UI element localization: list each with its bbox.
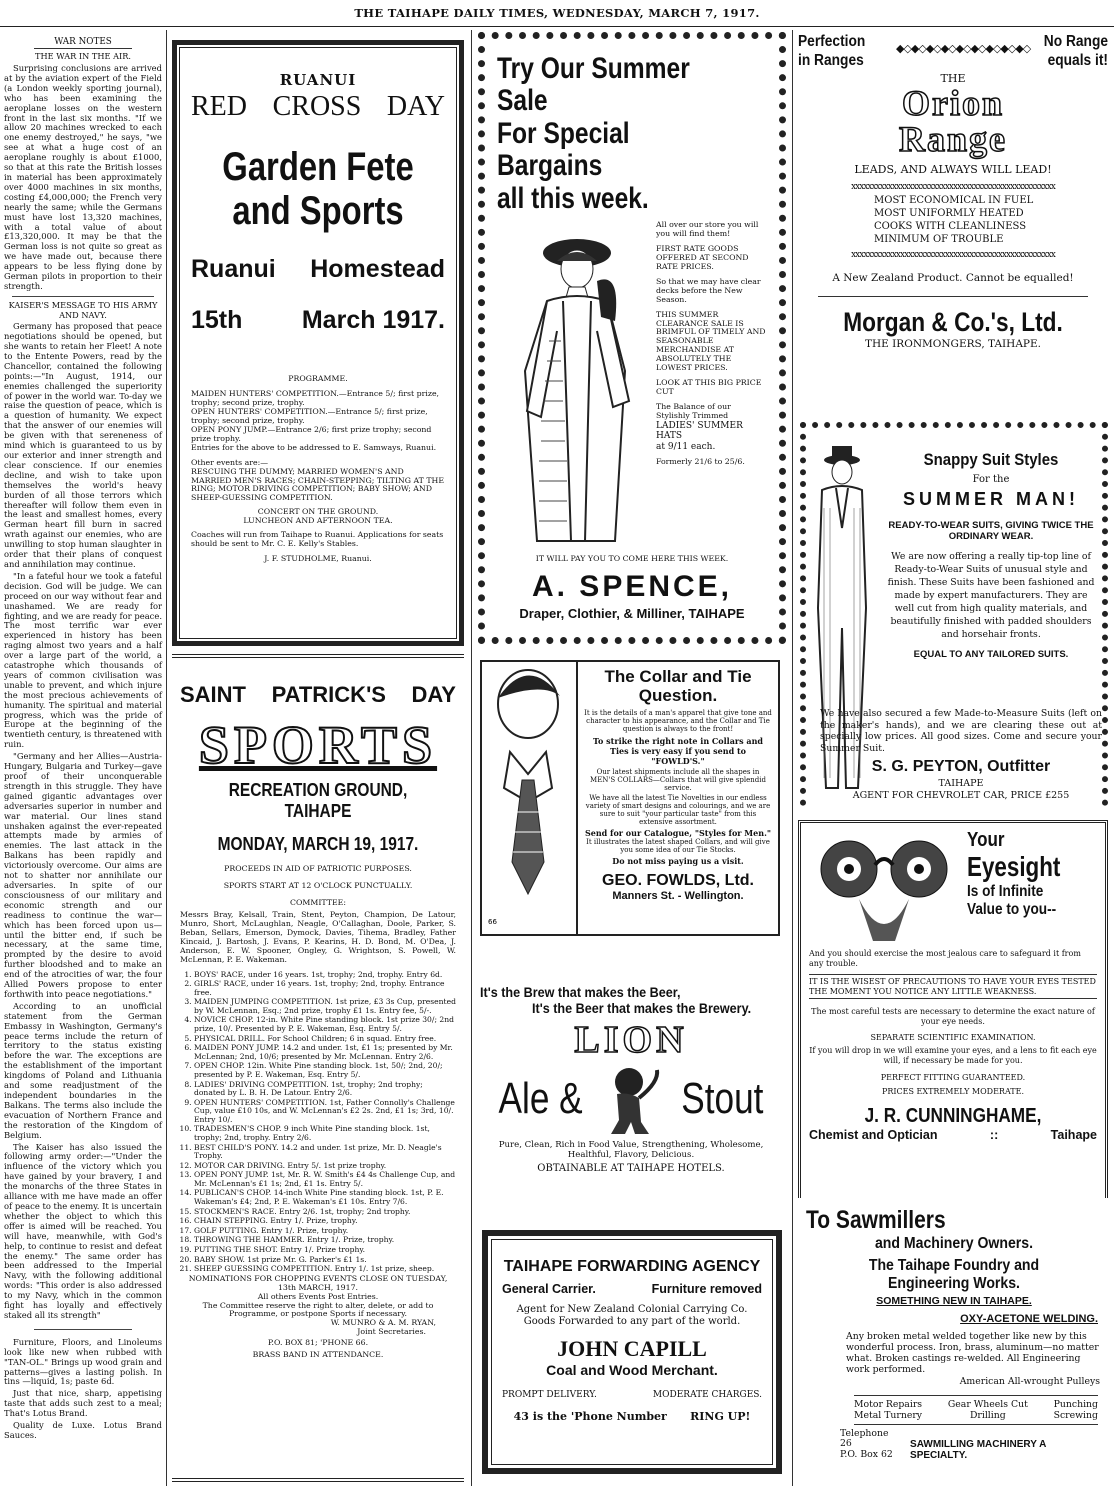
services-table xyxy=(854,1395,1098,1425)
morgan-trade: THE IRONMONGERS, TAIHAPE. xyxy=(865,338,1041,351)
chemist-label: Chemist and Optician xyxy=(809,1127,938,1142)
word: SAINT xyxy=(180,682,246,707)
war-paragraph: According to an unofficial statement from the German Embassy in Washington, Germany's peace terms include the return of territory to the status existing before the war. The exceptions are the establishment of the important kingdoms of Poland and Lithuania and some readjustment of the independent boundaries in the Balkans. The terms also include the evacuation of Northern France and the restoration of the Kingdom of Belgium. xyxy=(4,1000,162,1140)
eyes-paragraph: SEPARATE SCIENTIFIC EXAMINATION. xyxy=(870,1032,1036,1042)
sale-text: So that we may have clear decks before the New Season. xyxy=(656,276,761,304)
war-paragraph: Germany has proposed that peace negotiations should be opened, but she wants to retain her Fleet! A note to the Entente Powers, read by the Chancellor, contained the following points:—"In August, 1914, our enemies challenged the superiority of power in the world war. To-day we raise the question of peace, which is a question of humanity. We expect that the answer of our enemies will be given with that sereneness of mind which is guaranteed to us by our exterior and inner strength and clear conscience. If our enemies decline, and wish to take upon themselves the world's heavy burden of all those terrors which thereafter will follow them even in the least and smallest homes, every German heart fill burn in sacred wrath against our enemies, who are unwilling to stop human slaughter in order that their plans of conquest and annihilation may continue. xyxy=(4,321,162,569)
foundry-ad xyxy=(800,1204,1108,1482)
perfection-slogan: Perfection in Ranges xyxy=(798,33,866,70)
committee-members: Messrs Bray, Kelsall, Train, Stent, Peyton, Champion, De Latour, Munro, Short, McLaughlan, Neagle, O'Callaghan, Doole, Parker, S. Beban, Sellars, Emerson, Dymock, Davies, Tihema, Bradley, Father Kincaid, J. Bartosh, J. Evans, P. Kearins, H. D. Bond, M. O'Dea, J. Anderson, E. W. Spooner, Ongley, G. Wrightson, S. Powell, W. McLennan, P. E. Wakeman. xyxy=(180,909,456,964)
collar-heading: The Collar and Tie xyxy=(604,667,752,686)
word: Ruanui xyxy=(191,255,276,283)
separator: :: xyxy=(989,1127,999,1142)
spence-name: A. SPENCE, xyxy=(531,569,733,603)
pulleys: American All-wrought Pulleys xyxy=(959,1375,1100,1387)
fowlds-address: Manners St. - Wellington. xyxy=(612,889,744,902)
welding-description: Any broken metal welded together like new by this wonderful process. Iron, brass, aluminum—no matter what. Broken castings re-welded. All Engineering work performed. xyxy=(846,1331,1099,1376)
sports-event-item: 17. GOLF PUTTING. Entry 1/. Prize, trophy. xyxy=(194,1227,456,1236)
notice: Just that nice, sharp, appetising taste that adds such zest to a meal; That's Lotus Brand. xyxy=(4,1388,162,1419)
concert: CONCERT ON THE GROUND. xyxy=(257,507,379,517)
sports-event-item: 3. MAIDEN JUMPING COMPETITION. 1st prize, £3 3s Cup, presented by W. McLennan, Esq.; 2nd prize, trophy £1 1s. Entry fee, 5/-. xyxy=(194,998,456,1015)
orion-range-ad xyxy=(798,32,1108,410)
eyes-paragraph: If you will drop in we will examine your eyes, and a lens to fit each eye will, if necessary be made for you. xyxy=(809,1046,1097,1065)
sports-events xyxy=(194,971,456,1274)
stout-word: Stout xyxy=(681,1074,764,1123)
other-events-label: Other events are:— xyxy=(191,457,269,467)
sale-text: All over our store you will you will find them! xyxy=(656,219,759,238)
fowlds-name: GEO. FOWLDS, Ltd. xyxy=(602,871,754,889)
delivery-row xyxy=(502,1390,762,1400)
brass-band: BRASS BAND IN ATTENDANCE. xyxy=(252,1350,384,1360)
ready-to-wear: READY-TO-WEAR SUITS, GIVING TWICE THE ORDINARY WEAR. xyxy=(888,520,1094,542)
feature: MOST ECONOMICAL IN FUEL xyxy=(874,195,1034,207)
sports-event-item: 19. PUTTING THE SHOT. Entry 1/. Prize trophy. xyxy=(194,1246,456,1255)
nominations: NOMINATIONS FOR CHOPPING EVENTS CLOSE ON TUESDAY, 13th MARCH, 1917. xyxy=(188,1273,448,1292)
sports-event-item: 9. OPEN HUNTERS' COMPETITION. 1st, Father Connolly's Challenge Cup, value £10 10s, and W. McLennan's £2 2s. 2nd, £1 1s; 3rd, 10/. Entry 10/. xyxy=(194,1099,456,1125)
heading-line: Value to you-- xyxy=(967,900,1057,918)
lady-in-coat-illustration xyxy=(497,221,652,551)
services-row xyxy=(854,1410,1098,1421)
sale-heading: all this week. xyxy=(497,181,649,215)
snappy-heading: Snappy Suit Styles xyxy=(923,450,1059,469)
no-range-slogan: No Range equals it! xyxy=(1043,33,1108,70)
word: DAY xyxy=(411,682,456,707)
word: 15th xyxy=(191,306,243,334)
collar-highlight: To strike the right note in Collars and Ties is very easy if you send to "FOWLD'S." xyxy=(593,735,763,766)
collar-paragraph: We have all the latest Tie Novelties in our endless variety of smart designs and colourings, and we are sure to suit "your particular taste" from this extensive assortment. xyxy=(585,793,771,826)
venue-heading xyxy=(191,255,445,284)
column-rule xyxy=(471,30,472,1486)
ale-word: Ale & xyxy=(498,1074,583,1123)
capill-trade: Coal and Wood Merchant. xyxy=(546,1362,718,1378)
post-entries: All others Events Post Entries. xyxy=(257,1291,379,1301)
sports-event-item: 7. OPEN CHOP. 12in. White Pine standing block. 1st, 50/; 2nd, 20/; presented by P. E. Wakeman, Esq. Entry 5/. xyxy=(194,1062,456,1079)
peyton-name: S. G. PEYTON, Outfitter xyxy=(871,758,1051,775)
sawmillers-heading: To Sawmillers xyxy=(806,1206,946,1234)
war-paragraph: "Germany and her Allies—Austria-Hungary, Bulgaria and Turkey—gave proof of their unconquerable strength in this struggle. They have gained gigantic advantages over adversaries superior in number and war material. Our lines stand unshaken against the ever-repeated attempts made by armies of enemies. The last attack in the Balkans has been rapidly and victoriously overcome. Our aims are not to shatter nor annihilate our adversaries. In spite of our consciousness of our military and economic strength and our readiness to continue the war—which has been forced upon us—until the bitter end, if such be necessary, at the same time, prompted by the desire to avoid further bloodshed and to make an end of the atrocities of war, the four Allied Powers propose to enter forthwith into peace negotiations." xyxy=(4,751,162,999)
collar-paragraph: It is the details of a man's apparel that give tone and character to his appearance, and the Collar and Tie question is always to the front! xyxy=(584,709,772,734)
collar-tie-ad xyxy=(480,660,780,936)
phone-row xyxy=(502,1410,762,1423)
lion-description: Pure, Clean, Rich in Food Value, Strengthening, Wholesome, Healthful, Flavory, Delicious. xyxy=(498,1140,764,1161)
chevrolet-agent: AGENT FOR CHEVROLET CAR, PRICE £255 xyxy=(852,790,1070,801)
collar-paragraph: It illustrates the latest shaped Collars, and will give you some idea of our Tie Stocks. xyxy=(586,837,770,854)
sports-event-item: 5. PHYSICAL DRILL. For School Children; 6 in squad. Entry free. xyxy=(194,1035,456,1044)
luncheon: LUNCHEON AND AFTERNOON TEA. xyxy=(243,516,393,526)
sports-event-item: 4. NOVICE CHOP. 12-in. White Pine standing block. 1st prize 30/; 2nd prize, 10/. Presented by P. E. Wakeman, Esq. Entry 5/. xyxy=(194,1016,456,1033)
feature: COOKS WITH CLEANLINESS xyxy=(874,221,1027,233)
word: March 1917. xyxy=(301,306,445,334)
sports-event-item: 20. BABY SHOW. 1st prize Mr. G. Parker's £1 1s. xyxy=(194,1256,456,1265)
sale-text: The Balance of our Stylishly Trimmed xyxy=(656,402,731,421)
peyton-paragraph: We are now offering a really tip-top line of Ready-to-Wear Suits of unusual style and finish. These Suits have been fashioned and made by expert manufacturers. They are well cut from high quality materials, and beautifully finished with padded shoulders and horsehair fronts. xyxy=(887,551,1095,641)
st-patricks-sports-ad xyxy=(172,654,464,1482)
something-new: SOMETHING NEW IN TAIHAPE. xyxy=(876,1295,1032,1307)
war-sub-heading: KAISER'S MESSAGE TO HIS ARMY AND NAVY. xyxy=(8,299,158,320)
sale-heading: Try Our Summer Sale xyxy=(497,52,690,118)
lion-brand: LION xyxy=(574,1019,688,1061)
sports-event-item: 18. THROWING THE HAMMER. Entry 1/. Prize, trophy. xyxy=(194,1236,456,1245)
sports-heading: SPORTS xyxy=(198,715,438,775)
service: Drilling xyxy=(969,1409,1006,1421)
foundry-heading: The Taihape Foundry and xyxy=(868,1257,1040,1274)
peyton-made-to-measure: We have also secured a few Made-to-Measure Suits (left on the maker's hands), and we are clearing these out at specially low prices. All good sizes. Come and secure your Summer Suit. xyxy=(820,708,1102,754)
word: Homestead xyxy=(310,255,445,283)
spence-summer-sale-ad xyxy=(478,32,786,644)
foundry-heading: Engineering Works. xyxy=(888,1275,1020,1292)
programme-event: Entries for the above to be addressed to E. Samways, Ruanui. xyxy=(191,442,437,452)
proceeds: PROCEEDS IN AID OF PATRIOTIC PURPOSES. xyxy=(224,864,412,873)
sale-text: LADIES' SUMMER HATS xyxy=(656,421,743,442)
sports-event-item: 6. MAIDEN PONY JUMP. 14.2 and under. 1st, £1 1s; presented by Mr. McLennan; 2nd, 10/6; presented by Mr. McLennan. Entry 2/6. xyxy=(194,1044,456,1061)
forwarding-heading: TAIHAPE FORWARDING AGENCY xyxy=(503,1258,761,1275)
chemist-row xyxy=(809,1128,1097,1142)
capill-name: JOHN CAPILL xyxy=(557,1336,707,1361)
masthead: THE TAIHAPE DAILY TIMES, WEDNESDAY, MARCH 7, 1917. xyxy=(354,6,760,20)
ornamental-border: xxxxxxxxxxxxxxxxxxxxxxxxxxxxxxxxxxxxxxxxxxxxxxxxxx xyxy=(851,250,1055,261)
war-sub-heading: THE WAR IN THE AIR. xyxy=(35,51,131,62)
spectacles-illustration xyxy=(809,829,959,949)
town-label: Taihape xyxy=(1050,1127,1097,1142)
sale-text: FIRST RATE GOODS OFFERED AT SECOND RATE PRICES. xyxy=(656,243,749,271)
eyes-paragraph: PERFECT FITTING GUARANTEED. xyxy=(880,1073,1026,1083)
other-events: RESCUING THE DUMMY; MARRIED WOMEN'S AND MARRIED MEN'S RACES; CHAIN-STEPPING; TILTING AT THE RING; MOTOR DRIVING COMPETITION; BABY SHOW; AND SHEEP-GUESSING COMPETITION. xyxy=(191,466,445,503)
war-notes-column xyxy=(4,34,162,1486)
ring-up: RING UP! xyxy=(690,1410,751,1423)
date-heading xyxy=(191,306,445,335)
and-sports-heading: and Sports xyxy=(232,189,404,233)
ornamental-border: ◆◇◆◇◆◇◆◇◆◇◆◇◆◇◆◇◆◇ xyxy=(896,42,1031,55)
cunninghame-name: J. R. CUNNINGHAME, xyxy=(864,1104,1042,1127)
moderate-charges: MODERATE CHARGES. xyxy=(652,1390,762,1400)
carrier-row xyxy=(502,1282,762,1296)
pay-note: IT WILL PAY YOU TO COME HERE THIS WEEK. xyxy=(535,553,729,563)
eyes-warning: IT IS THE WISEST OF PRECAUTIONS TO HAVE YOUR EYES TESTED THE MOMENT YOU NOTICE ANY LITTLE WEAKNESS. xyxy=(809,974,1097,999)
sports-event-item: 10. TRADESMEN'S CHOP. 9 inch White Pine standing block. 1st, trophy; 2nd, trophy. Entry 2/6. xyxy=(194,1125,456,1142)
start-time: SPORTS START AT 12 O'CLOCK PUNCTUALLY. xyxy=(223,880,413,890)
sale-details xyxy=(656,221,767,551)
sports-event-item: 15. STOCKMEN'S RACE. Entry 2/6. 1st, trophy; 2nd trophy. xyxy=(194,1208,456,1217)
heading-line: Is of Infinite xyxy=(967,882,1044,900)
sale-heading: For Special Bargains xyxy=(497,116,630,183)
word: RED xyxy=(191,91,247,122)
top-rule xyxy=(0,26,1114,27)
venue: RECREATION GROUND, TAIHAPE xyxy=(228,780,408,821)
divider xyxy=(12,296,154,297)
sports-event-item: 2. GIRLS' RACE, under 16 years. 1st, trophy; 2nd, trophy. Entrance free. xyxy=(194,980,456,997)
collar-paragraph: Our latest shipments include all the shapes in MEN'S COLLARS—Collars that will give splendid service. xyxy=(590,767,766,792)
committee-label: COMMITTEE: xyxy=(290,897,346,907)
war-paragraph: Surprising conclusions are arrived at by the aviation expert of the Field (a London weekly sporting journal), who has been examining the aeroplane losses on the western front in the last six months. "If we allow 20 machines wrecked to each one enemy destroyed," he says, "we see at what a huge cost of an aeroplane roughly is about £1000, so that at this rate the British losses in material has been approximately over 4000 machines in six months, costing £4,000,000; the French very nearly the same; while the Germans must have lost 13,320 machines, with a total value of about £13,320,000. It may be that the German loss is not quite so great as we have made out, because there appears to be less flying done by German pilots in proportion to their strength. xyxy=(4,63,162,291)
morgan-name: Morgan & Co.'s, Ltd. xyxy=(843,307,1063,338)
ale-stout-row xyxy=(480,1062,782,1136)
figure-number: 66 xyxy=(488,918,497,926)
service: Punching xyxy=(1053,1398,1098,1410)
sports-event-item: 8. LADIES' DRIVING COMPETITION. 1st, trophy; 2nd trophy; donated by L. B. H. De Latour. Entry 2/6. xyxy=(194,1081,456,1098)
heading-line: Your xyxy=(967,829,1005,851)
orion-brand: Orion xyxy=(901,83,1004,124)
column-rule xyxy=(166,30,167,1486)
programme-heading: PROGRAMME. xyxy=(288,374,348,383)
eyesight-ad xyxy=(798,820,1108,1198)
signature: J. F. STUDHOLME, Ruanui. xyxy=(264,554,372,564)
word: DAY xyxy=(386,91,445,122)
word: PATRICK'S xyxy=(271,682,386,707)
sports-event-item: 1. BOYS' RACE, under 16 years. 1st, trophy; 2nd, trophy. Entry 6d. xyxy=(194,971,456,980)
column-rule xyxy=(792,30,793,1486)
phone-number: 43 is the 'Phone Number xyxy=(513,1410,667,1423)
eyes-paragraph: And you should exercise the most jealous care to safeguard it from any trouble. xyxy=(809,949,1081,968)
garden-fete-heading: Garden Fete xyxy=(222,145,414,189)
sale-text: THIS SUMMER CLEARANCE SALE IS BRIMFUL OF TIMELY AND SEASONABLE MERCHANDISE AT ABSOLUTELY THE LOWEST PRICES. xyxy=(656,309,766,373)
programme-event: OPEN PONY JUMP.—Entrance 2/6; first prize trophy; second prize trophy. xyxy=(191,424,432,443)
divider xyxy=(34,1329,132,1330)
ornamental-border: xxxxxxxxxxxxxxxxxxxxxxxxxxxxxxxxxxxxxxxxxxxxxxxxxx xyxy=(851,182,1055,193)
services-row xyxy=(854,1399,1098,1410)
carrier-label: General Carrier. xyxy=(502,1282,596,1296)
feature: MINIMUM OF TROUBLE xyxy=(874,234,1004,246)
st-patricks-heading xyxy=(180,682,456,708)
foundry-footer xyxy=(840,1429,1102,1461)
man-in-collar-illustration xyxy=(482,662,576,934)
machinery-heading: and Machinery Owners. xyxy=(874,1235,1034,1252)
collar-heading: Question. xyxy=(638,685,718,705)
secretaries: W. MUNRO & A. M. RYAN, xyxy=(330,1318,436,1328)
secretaries-title: Joint Secretaries. xyxy=(357,1327,426,1337)
equal-tailored: EQUAL TO ANY TAILORED SUITS. xyxy=(913,649,1069,661)
sale-text: Formerly 21/6 to 25/6. xyxy=(656,457,745,467)
agent-note: Agent for New Zealand Colonial Carrying Co. Goods Forwarded to any part of the world. xyxy=(516,1304,748,1327)
eyes-paragraph: The most careful tests are necessary to determine the exact nature of your eye needs. xyxy=(811,1007,1095,1026)
programme-event: OPEN HUNTERS' COMPETITION.—Entrance 5/; first prize, trophy; second prize, trophy. xyxy=(191,406,428,425)
the-label: THE xyxy=(940,72,966,86)
war-notes-title: WAR NOTES xyxy=(54,37,112,47)
reserve-note: The Committee reserve the right to alter, delete, or add to Programme, or postpone Sports if necessary. xyxy=(202,1300,434,1319)
sale-text: LOOK AT THIS BIG PRICE CUT xyxy=(656,378,762,397)
sports-event-item: 13. OPEN PONY JUMP. 1st, Mr. R. W. Smith's £4 4s Challenge Cup, and Mr. McLennan's £1 1s; 2nd, £1 1s. Entry 5/. xyxy=(194,1171,456,1188)
service: Motor Repairs xyxy=(854,1398,923,1410)
programme-event: MAIDEN HUNTERS' COMPETITION.—Entrance 5/; first prize, trophy; second prize, trophy. xyxy=(191,388,440,407)
nz-product: A New Zealand Product. Cannot be equalled! xyxy=(832,272,1074,285)
capill-forwarding-ad xyxy=(482,1230,782,1474)
summer-man-heading: SUMMER MAN! xyxy=(903,489,1079,509)
service: Gear Wheels Cut xyxy=(947,1398,1028,1410)
sale-text: at 9/11 each. xyxy=(656,441,716,452)
war-paragraph: "In a fateful hour we took a fateful decision. God will be judge. We can proceed on our way without fear and unashamed. We are ready for fighting, and we are ready for peace. The most terrific war ever experienced in history has been raging almost two years and a half over a large part of the world, a catastrophe which thousands of years of common civilisation was unable to prevent, and which injure the most precious achievements of humanity. The spiritual and material progress, which was the pride of Europe at the beginning of the twentieth century, is threatened with ruin. xyxy=(4,570,162,750)
notice: Furniture, Floors, and Linoleums look like new when rubbed with "TAN-OL." Brings up wood grain and patterns—gives a lasting polish. In tins —liquid, 1s; paste 6d. xyxy=(4,1336,162,1387)
brew-slogan: It's the Brew that makes the Beer, xyxy=(480,984,681,1000)
prompt-delivery: PROMPT DELIVERY. xyxy=(502,1390,597,1400)
po-box: P.O. Box 62 xyxy=(840,1449,893,1460)
divider xyxy=(34,48,132,49)
for-the: For the xyxy=(972,474,1010,485)
eyesight-heading xyxy=(967,829,1097,949)
spence-trade: Draper, Clothier, & Milliner, TAIHAPE xyxy=(519,605,745,621)
sports-event-item: 11. BEST CHILD'S PONY. 14.2 and under. 1st prize, Mr. D. Neagle's Trophy. xyxy=(194,1144,456,1161)
lion-ale-stout-ad xyxy=(480,984,782,1220)
sports-event-item: 21. SHEEP GUESSING COMPETITION. Entry 1/. 1st prize, sheep. xyxy=(194,1265,456,1274)
lion-icon xyxy=(599,1062,665,1136)
sports-event-item: 14. PUBLICAN'S CHOP. 14-inch White Pine standing block. 1st, P. E. Wakeman's £4; 2nd, P. E. Wakeman's £1 10s. Entry 7/6. xyxy=(194,1189,456,1206)
welding-heading: OXY-ACETONE WELDING. xyxy=(960,1313,1098,1325)
specialty: SAWMILLING MACHINERY A SPECIALTY. xyxy=(910,1438,1046,1461)
collar-highlight: Do not miss paying us a visit. xyxy=(612,855,744,866)
notice: Quality de Luxe. Lotus Brand Sauces. xyxy=(4,1420,162,1441)
range-brand: Range xyxy=(899,119,1007,160)
heading-line: Eyesight xyxy=(967,851,1061,882)
ruanui-heading: RUANUI xyxy=(279,71,357,89)
brew-slogan: It's the Beer that makes the Brewery. xyxy=(532,1000,752,1016)
leads-slogan: LEADS, AND ALWAYS WILL LEAD! xyxy=(854,163,1052,177)
collar-highlight: Send for our Catalogue, "Styles for Men." xyxy=(584,827,772,838)
red-cross-day-heading xyxy=(191,91,445,123)
sports-event-item: 12. MOTOR CAR DRIVING. Entry 5/. 1st prize trophy. xyxy=(194,1162,456,1171)
ruanui-red-cross-ad xyxy=(172,40,464,646)
service: Metal Turnery xyxy=(854,1409,923,1421)
telephone: Telephone 26 xyxy=(840,1427,889,1450)
war-paragraph: The Kaiser has also issued the following army order:—"Under the influence of the victory which you have gained by your bravery, I and the monarchs of the three States in alliance with me have made an offer of peace to the enemy. It is uncertain whether the object to which this offer is aimed will be reached. You will have, meanwhile, with God's help, to continue to resist and defeat the enemy." The same order has been addressed to the Imperial Navy, with the following additional words: "This order is also addressed to my Navy, which in the common fight has loyally and effectively staked all its strength" xyxy=(4,1141,162,1320)
collar-text xyxy=(576,662,778,934)
eyes-paragraph: PRICES EXTREMELY MODERATE. xyxy=(881,1086,1025,1096)
feature-list xyxy=(874,194,1108,246)
word: CROSS xyxy=(272,91,362,122)
removal-label: Furniture removed xyxy=(651,1282,762,1296)
lion-hotels: OBTAINABLE AT TAIHAPE HOTELS. xyxy=(537,1162,725,1174)
sports-event-item: 16. CHAIN STEPPING. Entry 1/. Prize, trophy. xyxy=(194,1217,456,1226)
po-box: P.O. BOX 81; 'PHONE 66. xyxy=(267,1338,369,1348)
peyton-town: TAIHAPE xyxy=(938,778,984,789)
coach-note: Coaches will run from Taihape to Ruanui. Applications for seats should be sent to Mr. C. E. Kelly's Stables. xyxy=(191,530,444,549)
feature: MOST UNIFORMLY HEATED xyxy=(874,208,1024,220)
date: MONDAY, MARCH 19, 1917. xyxy=(217,834,419,854)
service: Screwing xyxy=(1053,1409,1098,1421)
divider xyxy=(818,296,1088,297)
